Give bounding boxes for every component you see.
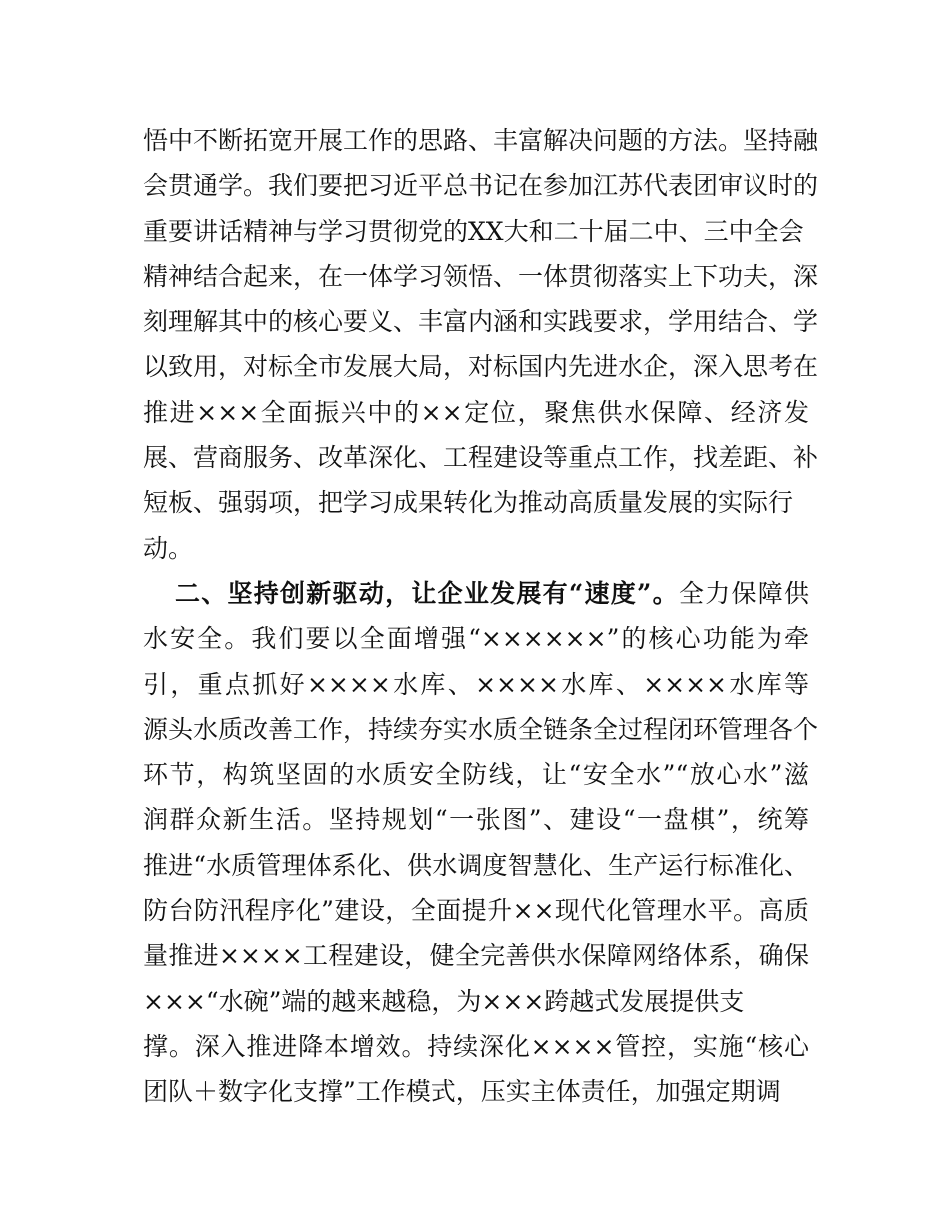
text-line: 悟中不断拓宽开展工作的思路、丰富解决问题的方法。坚持融	[143, 126, 819, 155]
text-line: 动。	[143, 533, 194, 563]
text-line: 引，重点抓好××××水库、××××水库、××××水库等	[143, 669, 809, 699]
heading-rest-text: 全力保障供	[678, 578, 809, 608]
text-line: 润群众新生活。坚持规划“一张图”、建设“一盘棋”，统筹	[143, 805, 809, 835]
text-line: 水安全。我们要以全面增强“××××××”的核心功能为牵	[143, 624, 809, 654]
paragraph-2	[143, 571, 819, 1115]
text-line: 刻理解其中的核心要义、丰富内涵和实践要求，学用结合、学	[143, 307, 819, 337]
text-line: 防台防汛程序化”建设，全面提升××现代化管理水平。高质	[143, 896, 809, 926]
text-line: 源头水质改善工作，持续夯实水质全链条全过程闭环管理各个	[143, 714, 819, 744]
text-line: 推进×××全面振兴中的××定位，聚焦供水保障、经济发	[143, 397, 809, 427]
text-line: 量推进××××工程建设，健全完善供水保障网络体系，确保	[143, 941, 809, 971]
text-line: 团队＋数字化支撑”工作模式，压实主体责任，加强定期调	[143, 1077, 781, 1107]
text-line: 推进“水质管理体系化、供水调度智慧化、生产运行标准化、	[143, 850, 809, 880]
section-heading: 二、坚持创新驱动，让企业发展有“速度”。	[175, 578, 679, 608]
paragraph-1	[143, 118, 819, 571]
text-line: 重要讲话精神与学习贯彻党的XX大和二十届二中、三中全会	[143, 216, 804, 246]
heading-line	[143, 571, 809, 616]
document-page	[143, 118, 819, 1115]
text-line: 以致用，对标全市发展大局，对标国内先进水企，深入思考在	[143, 352, 819, 382]
text-line: 展、营商服务、改革深化、工程建设等重点工作，找差距、补	[143, 443, 819, 473]
text-line: 短板、强弱项，把学习成果转化为推动高质量发展的实际行	[143, 488, 794, 518]
text-line: 会贯通学。我们要把习近平总书记在参加江苏代表团审议时的	[143, 171, 819, 201]
text-line: 环节，构筑坚固的水质安全防线，让“安全水”“放心水”滋	[143, 760, 809, 790]
text-line: 撑。深入推进降本增效。持续深化××××管控，实施“核心	[143, 1031, 809, 1061]
text-line: ×××“水碗”端的越来越稳，为×××跨越式发展提供支	[143, 986, 745, 1016]
text-line: 精神结合起来，在一体学习领悟、一体贯彻落实上下功夫，深	[143, 261, 819, 291]
